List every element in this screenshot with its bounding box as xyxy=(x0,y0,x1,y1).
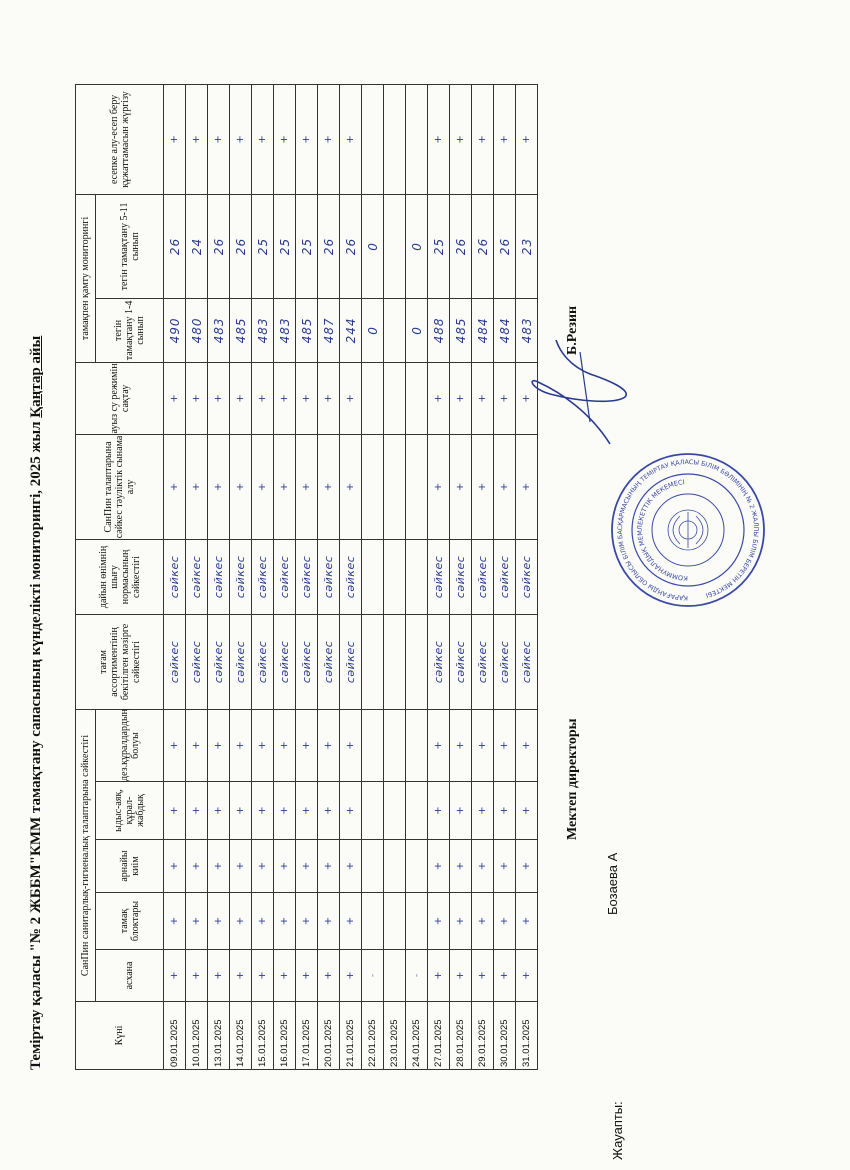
header-group-monitor: тамақпен қамту мониторингі xyxy=(76,194,96,362)
accounting-cell: + xyxy=(340,84,362,194)
accounting-cell: + xyxy=(494,84,516,194)
table-row xyxy=(164,84,186,1069)
header-disinfectants: дез.құралдардың болуы xyxy=(96,709,164,781)
special-clothes-cell: + xyxy=(516,840,538,893)
accounting-cell: + xyxy=(516,84,538,194)
sanpin-sample-cell: + xyxy=(472,434,494,539)
date-cell: 14.01.2025 xyxy=(230,1002,252,1070)
header-kitchen: асхана xyxy=(96,950,164,1002)
special-clothes-cell: + xyxy=(186,840,208,893)
equipment-cell: + xyxy=(450,782,472,840)
free-5-11-cell: 25 xyxy=(252,194,274,298)
kitchen-cell: - xyxy=(362,950,384,1002)
special-clothes-cell xyxy=(406,840,428,893)
disinfectants-cell xyxy=(362,709,384,781)
norms-cell: сәйкес xyxy=(252,539,274,614)
header-food-blocks: тамақ блоктары xyxy=(96,893,164,950)
sanpin-sample-cell: + xyxy=(186,434,208,539)
table-row xyxy=(384,84,406,1069)
kitchen-cell: + xyxy=(164,950,186,1002)
table-row xyxy=(252,84,274,1069)
water-cell xyxy=(384,362,406,434)
kitchen-cell: + xyxy=(340,950,362,1002)
free-1-4-cell: 483 xyxy=(274,298,296,362)
free-1-4-cell: 488 xyxy=(428,298,450,362)
date-cell: 24.01.2025 xyxy=(406,1002,428,1070)
special-clothes-cell: + xyxy=(274,840,296,893)
special-clothes-cell: + xyxy=(428,840,450,893)
accounting-cell xyxy=(362,84,384,194)
free-1-4-cell: 483 xyxy=(516,298,538,362)
equipment-cell: + xyxy=(318,782,340,840)
assortment-cell: сәйкес xyxy=(450,614,472,709)
water-cell: + xyxy=(318,362,340,434)
water-cell: + xyxy=(494,362,516,434)
free-1-4-cell xyxy=(384,298,406,362)
disinfectants-cell: + xyxy=(230,709,252,781)
food-blocks-cell: + xyxy=(472,893,494,950)
kitchen-cell: + xyxy=(516,950,538,1002)
disinfectants-cell: + xyxy=(208,709,230,781)
free-1-4-cell: 485 xyxy=(450,298,472,362)
responsible-name: Бозаева А xyxy=(605,852,620,915)
norms-cell: сәйкес xyxy=(494,539,516,614)
water-cell: + xyxy=(164,362,186,434)
assortment-cell: сәйкес xyxy=(208,614,230,709)
sanpin-sample-cell: + xyxy=(516,434,538,539)
free-5-11-cell: 25 xyxy=(296,194,318,298)
sanpin-sample-cell: + xyxy=(494,434,516,539)
water-cell: + xyxy=(274,362,296,434)
special-clothes-cell: + xyxy=(208,840,230,893)
norms-cell: сәйкес xyxy=(472,539,494,614)
header-date: Күні xyxy=(76,1002,164,1070)
sanpin-sample-cell: + xyxy=(450,434,472,539)
equipment-cell: + xyxy=(164,782,186,840)
food-blocks-cell: + xyxy=(318,893,340,950)
norms-cell: сәйкес xyxy=(516,539,538,614)
kitchen-cell: + xyxy=(186,950,208,1002)
table-row xyxy=(274,84,296,1069)
sanpin-sample-cell: + xyxy=(296,434,318,539)
assortment-cell: сәйкес xyxy=(274,614,296,709)
table-row xyxy=(230,84,252,1069)
norms-cell: сәйкес xyxy=(208,539,230,614)
date-cell: 27.01.2025 xyxy=(428,1002,450,1070)
date-cell: 13.01.2025 xyxy=(208,1002,230,1070)
free-1-4-cell: 484 xyxy=(494,298,516,362)
kitchen-cell: + xyxy=(230,950,252,1002)
water-cell: + xyxy=(516,362,538,434)
kitchen-cell xyxy=(384,950,406,1002)
director-label: Мектеп директоры xyxy=(565,718,580,840)
food-blocks-cell: + xyxy=(450,893,472,950)
food-blocks-cell: + xyxy=(164,893,186,950)
assortment-cell: сәйкес xyxy=(340,614,362,709)
kitchen-cell: + xyxy=(450,950,472,1002)
kitchen-cell: + xyxy=(318,950,340,1002)
free-5-11-cell: 26 xyxy=(230,194,252,298)
special-clothes-cell: + xyxy=(472,840,494,893)
free-5-11-cell: 26 xyxy=(450,194,472,298)
free-5-11-cell xyxy=(384,194,406,298)
free-1-4-cell: 484 xyxy=(472,298,494,362)
header-water: ауыз су режимін сақтау xyxy=(76,362,164,434)
table-row xyxy=(472,84,494,1069)
free-5-11-cell: 25 xyxy=(428,194,450,298)
disinfectants-cell: + xyxy=(494,709,516,781)
title-month: Қаңтар айы xyxy=(28,335,44,418)
free-1-4-cell: 483 xyxy=(208,298,230,362)
water-cell: + xyxy=(340,362,362,434)
food-blocks-cell: + xyxy=(296,893,318,950)
norms-cell: сәйкес xyxy=(340,539,362,614)
kitchen-cell: + xyxy=(208,950,230,1002)
kitchen-cell: + xyxy=(494,950,516,1002)
assortment-cell: сәйкес xyxy=(516,614,538,709)
free-5-11-cell: 23 xyxy=(516,194,538,298)
disinfectants-cell: + xyxy=(164,709,186,781)
accounting-cell: + xyxy=(428,84,450,194)
special-clothes-cell xyxy=(362,840,384,893)
water-cell: + xyxy=(472,362,494,434)
free-1-4-cell: 483 xyxy=(252,298,274,362)
special-clothes-cell: + xyxy=(340,840,362,893)
free-5-11-cell: 26 xyxy=(208,194,230,298)
sanpin-sample-cell: + xyxy=(252,434,274,539)
food-blocks-cell: + xyxy=(208,893,230,950)
food-blocks-cell: + xyxy=(186,893,208,950)
assortment-cell: сәйкес xyxy=(472,614,494,709)
date-cell: 16.01.2025 xyxy=(274,1002,296,1070)
disinfectants-cell: + xyxy=(274,709,296,781)
equipment-cell: + xyxy=(340,782,362,840)
food-blocks-cell: + xyxy=(252,893,274,950)
date-cell: 20.01.2025 xyxy=(318,1002,340,1070)
accounting-cell: + xyxy=(208,84,230,194)
sanpin-sample-cell: + xyxy=(164,434,186,539)
free-1-4-cell: 480 xyxy=(186,298,208,362)
equipment-cell: + xyxy=(208,782,230,840)
date-cell: 17.01.2025 xyxy=(296,1002,318,1070)
water-cell xyxy=(406,362,428,434)
water-cell: + xyxy=(208,362,230,434)
accounting-cell: + xyxy=(318,84,340,194)
food-blocks-cell: + xyxy=(340,893,362,950)
equipment-cell xyxy=(384,782,406,840)
header-free-5-11: тегін тамақтану 5-11 сынып xyxy=(96,194,164,298)
special-clothes-cell: + xyxy=(252,840,274,893)
disinfectants-cell: + xyxy=(186,709,208,781)
equipment-cell: + xyxy=(516,782,538,840)
assortment-cell: сәйкес xyxy=(230,614,252,709)
food-blocks-cell: + xyxy=(494,893,516,950)
sanpin-sample-cell: + xyxy=(428,434,450,539)
table-row xyxy=(428,84,450,1069)
special-clothes-cell: + xyxy=(494,840,516,893)
norms-cell: сәйкес xyxy=(318,539,340,614)
director-signature xyxy=(520,332,640,452)
table-row xyxy=(208,84,230,1069)
free-5-11-cell: 0 xyxy=(362,194,384,298)
water-cell xyxy=(362,362,384,434)
equipment-cell: + xyxy=(252,782,274,840)
responsible-label: Жауапты: xyxy=(610,1101,625,1160)
free-1-4-cell: 0 xyxy=(362,298,384,362)
norms-cell: сәйкес xyxy=(230,539,252,614)
free-5-11-cell: 26 xyxy=(318,194,340,298)
assortment-cell: сәйкес xyxy=(428,614,450,709)
header-norms: дайын өнімнің шығу нормасының сәйкестігі xyxy=(76,539,164,614)
header-group-sanpin: СанПин санитарлық-гигиеналық талаптарына сәйкестігі xyxy=(76,709,96,1001)
norms-cell xyxy=(406,539,428,614)
accounting-cell xyxy=(406,84,428,194)
water-cell: + xyxy=(450,362,472,434)
accounting-cell: + xyxy=(274,84,296,194)
accounting-cell: + xyxy=(252,84,274,194)
sanpin-sample-cell xyxy=(362,434,384,539)
assortment-cell: сәйкес xyxy=(296,614,318,709)
accounting-cell: + xyxy=(472,84,494,194)
disinfectants-cell xyxy=(406,709,428,781)
free-5-11-cell: 24 xyxy=(186,194,208,298)
assortment-cell: сәйкес xyxy=(252,614,274,709)
free-1-4-cell: 244 xyxy=(340,298,362,362)
equipment-cell: + xyxy=(274,782,296,840)
assortment-cell: сәйкес xyxy=(186,614,208,709)
free-5-11-cell: 26 xyxy=(494,194,516,298)
disinfectants-cell: + xyxy=(340,709,362,781)
water-cell: + xyxy=(296,362,318,434)
accounting-cell: + xyxy=(230,84,252,194)
water-cell: + xyxy=(230,362,252,434)
title-prefix: Теміртау қаласы "№ 2 ЖББМ"КММ тамақтану сапасының күнделікті мониторингі, 2025 жыл xyxy=(28,417,44,1070)
director-name: Б.Резин xyxy=(565,305,580,355)
date-cell: 31.01.2025 xyxy=(516,1002,538,1070)
special-clothes-cell: + xyxy=(450,840,472,893)
monitoring-table xyxy=(75,84,538,1070)
header-assortment: тағам ассортиментінің бекітілген мәзірге сәйкестігі xyxy=(76,614,164,709)
disinfectants-cell: + xyxy=(318,709,340,781)
kitchen-cell: + xyxy=(428,950,450,1002)
kitchen-cell: + xyxy=(472,950,494,1002)
food-blocks-cell: + xyxy=(428,893,450,950)
free-1-4-cell: 485 xyxy=(296,298,318,362)
disinfectants-cell xyxy=(384,709,406,781)
norms-cell: сәйкес xyxy=(274,539,296,614)
assortment-cell xyxy=(406,614,428,709)
assortment-cell: сәйкес xyxy=(164,614,186,709)
header-accounting: есепке алу-есеп беру құжаттамасын жүргізу xyxy=(76,84,164,194)
food-blocks-cell: + xyxy=(230,893,252,950)
kitchen-cell: + xyxy=(252,950,274,1002)
sanpin-sample-cell: + xyxy=(274,434,296,539)
sanpin-sample-cell xyxy=(384,434,406,539)
free-1-4-cell: 485 xyxy=(230,298,252,362)
date-cell: 23.01.2025 xyxy=(384,1002,406,1070)
norms-cell: сәйкес xyxy=(428,539,450,614)
special-clothes-cell: + xyxy=(318,840,340,893)
table-row xyxy=(296,84,318,1069)
date-cell: 22.01.2025 xyxy=(362,1002,384,1070)
table-body xyxy=(164,84,538,1069)
equipment-cell: + xyxy=(494,782,516,840)
school-stamp xyxy=(608,450,768,610)
kitchen-cell: + xyxy=(296,950,318,1002)
disinfectants-cell: + xyxy=(428,709,450,781)
special-clothes-cell: + xyxy=(230,840,252,893)
table-row xyxy=(516,84,538,1069)
equipment-cell: + xyxy=(428,782,450,840)
special-clothes-cell: + xyxy=(296,840,318,893)
norms-cell: сәйкес xyxy=(186,539,208,614)
accounting-cell: + xyxy=(186,84,208,194)
free-5-11-cell: 26 xyxy=(472,194,494,298)
free-5-11-cell: 0 xyxy=(406,194,428,298)
free-5-11-cell: 26 xyxy=(164,194,186,298)
date-cell: 30.01.2025 xyxy=(494,1002,516,1070)
header-sanpin-sample: СанПин талаптарына сәйкес тәуліктік сынама алу xyxy=(76,434,164,539)
special-clothes-cell xyxy=(384,840,406,893)
free-1-4-cell: 0 xyxy=(406,298,428,362)
sanpin-sample-cell: + xyxy=(230,434,252,539)
header-special-clothes: арнайы киім xyxy=(96,840,164,893)
disinfectants-cell: + xyxy=(472,709,494,781)
water-cell: + xyxy=(186,362,208,434)
norms-cell: сәйкес xyxy=(164,539,186,614)
disinfectants-cell: + xyxy=(296,709,318,781)
accounting-cell: + xyxy=(450,84,472,194)
free-1-4-cell: 490 xyxy=(164,298,186,362)
sanpin-sample-cell xyxy=(406,434,428,539)
assortment-cell xyxy=(362,614,384,709)
date-cell: 09.01.2025 xyxy=(164,1002,186,1070)
stamp-inner-text: КОММУНАЛДЫҚ МЕМЛЕКЕТТІК МЕКЕМЕСІ xyxy=(635,478,689,583)
date-cell: 15.01.2025 xyxy=(252,1002,274,1070)
free-5-11-cell: 25 xyxy=(274,194,296,298)
water-cell: + xyxy=(252,362,274,434)
table-row xyxy=(340,84,362,1069)
norms-cell: сәйкес xyxy=(296,539,318,614)
equipment-cell xyxy=(362,782,384,840)
disinfectants-cell: + xyxy=(450,709,472,781)
equipment-cell: + xyxy=(230,782,252,840)
water-cell: + xyxy=(428,362,450,434)
date-cell: 21.01.2025 xyxy=(340,1002,362,1070)
equipment-cell: + xyxy=(296,782,318,840)
disinfectants-cell: + xyxy=(252,709,274,781)
page-title xyxy=(28,70,45,1070)
equipment-cell xyxy=(406,782,428,840)
accounting-cell xyxy=(384,84,406,194)
special-clothes-cell: + xyxy=(164,840,186,893)
emblem-icon xyxy=(668,510,708,550)
food-blocks-cell xyxy=(362,893,384,950)
free-1-4-cell: 487 xyxy=(318,298,340,362)
norms-cell: сәйкес xyxy=(450,539,472,614)
date-cell: 10.01.2025 xyxy=(186,1002,208,1070)
equipment-cell: + xyxy=(186,782,208,840)
table-row xyxy=(186,84,208,1069)
assortment-cell xyxy=(384,614,406,709)
table-row xyxy=(318,84,340,1069)
table-row xyxy=(406,84,428,1069)
date-cell: 29.01.2025 xyxy=(472,1002,494,1070)
accounting-cell: + xyxy=(164,84,186,194)
sanpin-sample-cell: + xyxy=(208,434,230,539)
table-row xyxy=(494,84,516,1069)
assortment-cell: сәйкес xyxy=(494,614,516,709)
sanpin-sample-cell: + xyxy=(340,434,362,539)
norms-cell xyxy=(384,539,406,614)
accounting-cell: + xyxy=(296,84,318,194)
date-cell: 28.01.2025 xyxy=(450,1002,472,1070)
free-5-11-cell: 26 xyxy=(340,194,362,298)
food-blocks-cell: + xyxy=(516,893,538,950)
table-row xyxy=(362,84,384,1069)
header-equipment: ыдыс-аяқ, құрал-жабдық xyxy=(96,782,164,840)
norms-cell xyxy=(362,539,384,614)
assortment-cell: сәйкес xyxy=(318,614,340,709)
sanpin-sample-cell: + xyxy=(318,434,340,539)
equipment-cell: + xyxy=(472,782,494,840)
kitchen-cell: + xyxy=(274,950,296,1002)
kitchen-cell: - xyxy=(406,950,428,1002)
stamp-ring-text: ҚАРАҒАНДЫ ОБЛЫСЫ БІЛІМ БАСҚАРМАСЫНЫҢ ТЕМІРТАУ ҚАЛАСЫ БІЛІМ БӨЛІМІНІҢ № 2 ЖАЛПЫ БІЛІМ БЕРЕТІН МЕКТЕБІ xyxy=(616,458,760,602)
food-blocks-cell: + xyxy=(274,893,296,950)
header-free-1-4: тегін тамақтану 1-4 сынып xyxy=(96,298,164,362)
table-row xyxy=(450,84,472,1069)
disinfectants-cell: + xyxy=(516,709,538,781)
food-blocks-cell xyxy=(406,893,428,950)
food-blocks-cell xyxy=(384,893,406,950)
